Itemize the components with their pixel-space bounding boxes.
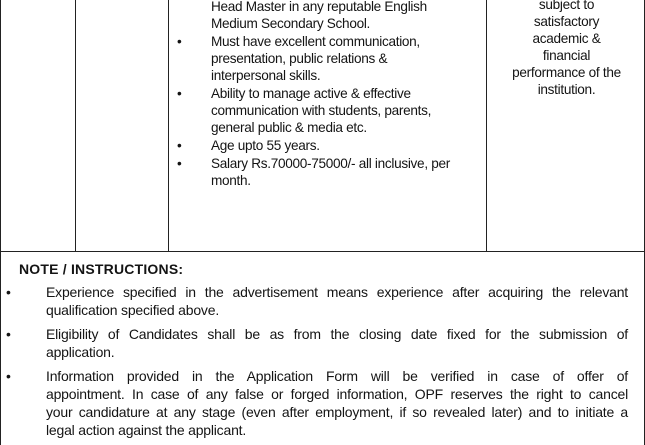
table-column-divider bbox=[75, 0, 76, 252]
requirement-text: Salary Rs.70000-75000/- all inclusive, per bbox=[211, 156, 451, 171]
requirement-item bbox=[177, 85, 477, 136]
note-line: qualification specified above. bbox=[46, 302, 220, 318]
note-line: appointment. In case of any false or forged information, OPF reserves the right to cancel bbox=[46, 386, 628, 402]
requirement-item bbox=[177, 137, 477, 154]
table-bottom-border bbox=[1, 251, 645, 252]
note-line: application. bbox=[46, 344, 115, 360]
note-line: your candidature at any stage (even after employment, if so revealed later) and to initiate a bbox=[46, 404, 628, 420]
bullet-icon: • bbox=[6, 326, 11, 342]
note-text bbox=[46, 283, 628, 319]
requirement-text: interpersonal skills. bbox=[211, 68, 321, 83]
requirements-cell bbox=[177, 0, 477, 189]
bullet-icon: • bbox=[177, 34, 182, 49]
period-line: subject to bbox=[538, 0, 595, 12]
requirement-item bbox=[177, 0, 477, 32]
requirements-list bbox=[177, 0, 477, 189]
period-text bbox=[487, 0, 645, 98]
requirement-text: Must have excellent communication, bbox=[211, 34, 420, 49]
requirement-text: presentation, public relations & bbox=[211, 51, 388, 66]
requirement-text: general public & media etc. bbox=[211, 120, 367, 135]
requirement-text: communication with students, parents, bbox=[211, 103, 432, 118]
bullet-icon: • bbox=[177, 86, 182, 101]
note-line: legal action against the applicant. bbox=[46, 422, 247, 438]
requirement-text: Medium Secondary School. bbox=[211, 16, 371, 31]
notes-heading: NOTE / INSTRUCTIONS: bbox=[19, 261, 184, 277]
requirement-text: Ability to manage active & effective bbox=[211, 86, 411, 101]
requirement-text: Age upto 55 years. bbox=[211, 138, 320, 153]
period-cell bbox=[487, 0, 645, 98]
bullet-icon: • bbox=[177, 156, 182, 171]
bullet-icon: • bbox=[177, 138, 182, 153]
period-line: satisfactory bbox=[533, 14, 600, 29]
note-line: Experience specified in the advertisement means experience after acquiring the relevant bbox=[46, 284, 628, 300]
job-table bbox=[1, 0, 645, 252]
note-text bbox=[46, 367, 628, 439]
bullet-icon: • bbox=[6, 368, 11, 384]
requirement-text: Head Master in any reputable English bbox=[211, 0, 427, 14]
note-text bbox=[46, 325, 628, 361]
requirement-item bbox=[177, 33, 477, 84]
requirement-item bbox=[177, 155, 477, 189]
period-line: academic & bbox=[532, 31, 601, 46]
requirement-text: month. bbox=[211, 173, 251, 188]
period-line: financial bbox=[542, 48, 591, 63]
note-line: Information provided in the Application Form will be verified in case of offer of bbox=[46, 368, 628, 384]
table-column-divider bbox=[168, 0, 169, 252]
period-line: institution. bbox=[537, 82, 596, 97]
period-line: performance of the bbox=[512, 65, 621, 80]
note-line: Eligibility of Candidates shall be as from the closing date fixed for the submission of bbox=[46, 326, 628, 342]
bullet-icon: • bbox=[6, 284, 11, 300]
